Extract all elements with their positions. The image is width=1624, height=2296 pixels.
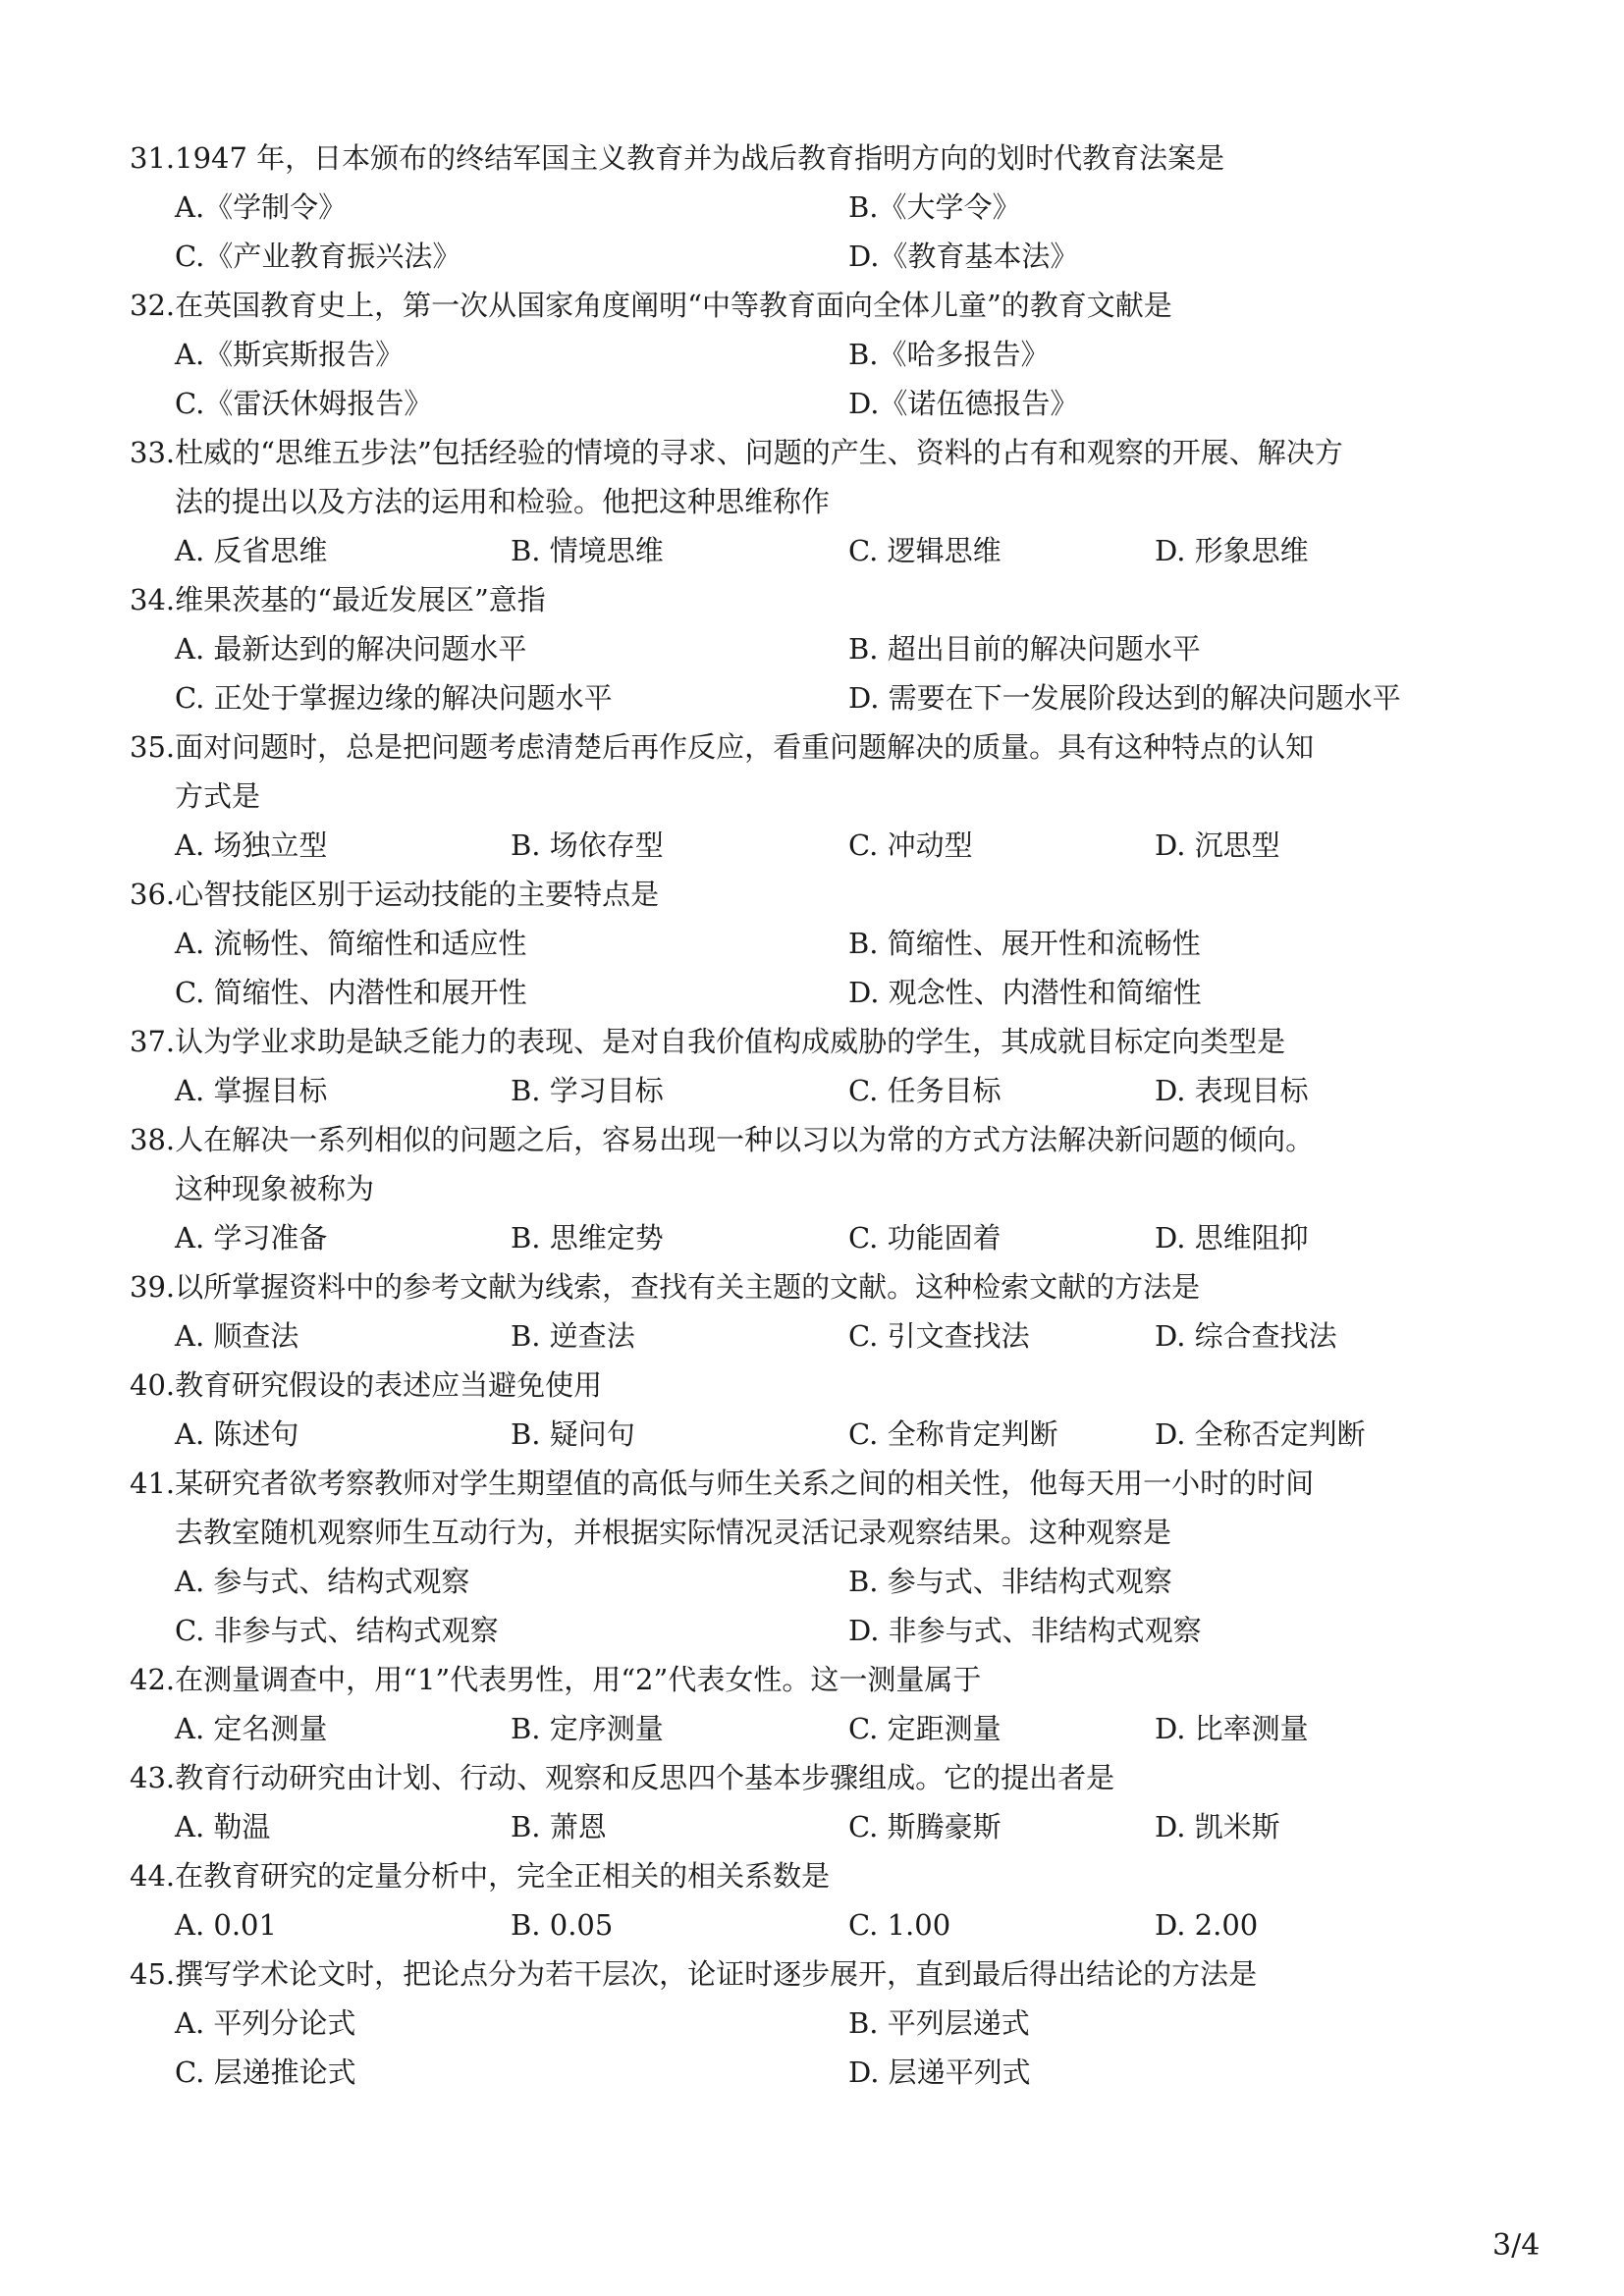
- question-35: [130, 722, 1494, 870]
- option-d: D. 综合查找法: [1155, 1319, 1337, 1353]
- option-row: [130, 330, 1494, 379]
- question-stem: 34.维果茨基的“最近发展区”意指: [130, 583, 546, 616]
- question-stem-continued: 法的提出以及方法的运用和检验。他把这种思维称作: [175, 485, 831, 518]
- question-stem: 43.教育行动研究由计划、行动、观察和反思四个基本步骤组成。它的提出者是: [130, 1761, 1115, 1794]
- option-row: [130, 1900, 1494, 1949]
- option-d: D. 形象思维: [1155, 534, 1309, 567]
- question-33: [130, 428, 1494, 575]
- option-a: A. 参与式、结构式观察: [175, 1565, 470, 1598]
- option-b: B. 思维定势: [511, 1221, 664, 1255]
- option-b: B. 简缩性、展开性和流畅性: [848, 927, 1201, 960]
- option-a: A. 定名测量: [175, 1712, 328, 1745]
- option-d: D. 沉思型: [1155, 828, 1280, 862]
- option-b: B. 学习目标: [511, 1074, 664, 1107]
- option-d: D. 全称否定判断: [1155, 1417, 1366, 1451]
- question-stem: 36.心智技能区别于运动技能的主要特点是: [130, 878, 660, 911]
- option-c: C. 逻辑思维: [848, 534, 1001, 567]
- option-a: A. 最新达到的解决问题水平: [175, 632, 527, 666]
- option-row: [130, 379, 1494, 428]
- option-d: D. 表现目标: [1155, 1074, 1309, 1107]
- question-stem: 40.教育研究假设的表述应当避免使用: [130, 1368, 603, 1402]
- page-number: 3/4: [1492, 2228, 1541, 2263]
- question-43: [130, 1753, 1494, 1851]
- option-a: A. 场独立型: [175, 828, 328, 862]
- question-31: [130, 133, 1494, 281]
- option-d: D. 凯米斯: [1155, 1810, 1280, 1843]
- question-stem: 32.在英国教育史上，第一次从国家角度阐明“中等教育面向全体儿童”的教育文献是: [130, 289, 1172, 322]
- option-c: C.《雷沃休姆报告》: [175, 387, 433, 420]
- option-row: [130, 919, 1494, 968]
- option-row: [130, 526, 1494, 575]
- option-c: C. 层递推论式: [175, 2056, 356, 2089]
- question-stem: 41.某研究者欲考察教师对学生期望值的高低与师生关系之间的相关性，他每天用一小时的时间: [130, 1467, 1315, 1500]
- option-row: [130, 1802, 1494, 1851]
- option-row: [130, 624, 1494, 673]
- option-a: A. 反省思维: [175, 534, 328, 567]
- option-d: D. 需要在下一发展阶段达到的解决问题水平: [848, 681, 1401, 715]
- option-row: [130, 1311, 1494, 1361]
- option-b: B. 疑问句: [511, 1417, 635, 1451]
- option-b: B. 定序测量: [511, 1712, 664, 1745]
- option-c: C. 1.00: [848, 1908, 951, 1942]
- question-stem: 39.以所掌握资料中的参考文献为线索，查找有关主题的文献。这种检索文献的方法是: [130, 1270, 1201, 1304]
- option-c: C. 功能固着: [848, 1221, 1001, 1255]
- question-stem: 42.在测量调查中，用“1”代表男性，用“2”代表女性。这一测量属于: [130, 1663, 982, 1696]
- question-44: [130, 1851, 1494, 1949]
- question-36: [130, 870, 1494, 1017]
- option-b: B. 萧恩: [511, 1810, 607, 1843]
- option-row: [130, 968, 1494, 1017]
- option-a: A.《学制令》: [175, 190, 348, 224]
- option-row: [130, 183, 1494, 232]
- option-row: [130, 232, 1494, 281]
- option-b: B. 参与式、非结构式观察: [848, 1565, 1172, 1598]
- question-stem: 45.撰写学术论文时，把论点分为若干层次，论证时逐步展开，直到最后得出结论的方法是: [130, 1957, 1258, 1991]
- option-row: [130, 1066, 1494, 1115]
- option-a: A. 陈述句: [175, 1417, 299, 1451]
- option-row: [130, 673, 1494, 722]
- option-row: [130, 1557, 1494, 1606]
- question-40: [130, 1361, 1494, 1459]
- option-b: B. 场依存型: [511, 828, 664, 862]
- option-b: B. 0.05: [511, 1908, 614, 1942]
- option-c: C. 冲动型: [848, 828, 973, 862]
- option-row: [130, 821, 1494, 870]
- option-a: A. 勒温: [175, 1810, 271, 1843]
- option-c: C. 正处于掌握边缘的解决问题水平: [175, 681, 613, 715]
- option-b: B.《哈多报告》: [848, 338, 1050, 371]
- question-34: [130, 575, 1494, 722]
- option-a: A. 顺查法: [175, 1319, 299, 1353]
- option-d: D. 非参与式、非结构式观察: [848, 1614, 1202, 1647]
- option-c: C. 任务目标: [848, 1074, 1001, 1107]
- question-45: [130, 1949, 1494, 2097]
- option-row: [130, 1606, 1494, 1655]
- option-a: A. 学习准备: [175, 1221, 328, 1255]
- option-d: D. 思维阻抑: [1155, 1221, 1309, 1255]
- question-stem: 44.在教育研究的定量分析中，完全正相关的相关系数是: [130, 1859, 831, 1893]
- option-b: B. 情境思维: [511, 534, 664, 567]
- option-c: C. 全称肯定判断: [848, 1417, 1058, 1451]
- option-a: A. 平列分论式: [175, 2006, 356, 2040]
- option-b: B. 超出目前的解决问题水平: [848, 632, 1201, 666]
- question-37: [130, 1017, 1494, 1115]
- option-row: [130, 1704, 1494, 1753]
- option-c: C. 斯腾豪斯: [848, 1810, 1001, 1843]
- option-d: D.《诺伍德报告》: [848, 387, 1079, 420]
- question-stem-continued: 去教室随机观察师生互动行为，并根据实际情况灵活记录观察结果。这种观察是: [175, 1516, 1172, 1549]
- option-d: D. 层递平列式: [848, 2056, 1031, 2089]
- option-b: B. 平列层递式: [848, 2006, 1030, 2040]
- option-d: D. 比率测量: [1155, 1712, 1309, 1745]
- option-d: D. 观念性、内潜性和简缩性: [848, 976, 1202, 1009]
- option-d: D.《教育基本法》: [848, 240, 1079, 273]
- option-c: C. 简缩性、内潜性和展开性: [175, 976, 527, 1009]
- option-a: A.《斯宾斯报告》: [175, 338, 405, 371]
- option-c: C. 引文查找法: [848, 1319, 1030, 1353]
- question-42: [130, 1655, 1494, 1753]
- question-38: [130, 1115, 1494, 1262]
- question-stem: 37.认为学业求助是缺乏能力的表现、是对自我价值构成威胁的学生，其成就目标定向类型是: [130, 1025, 1286, 1058]
- option-row: [130, 1999, 1494, 2048]
- option-row: [130, 1213, 1494, 1262]
- question-39: [130, 1262, 1494, 1361]
- option-row: [130, 1410, 1494, 1459]
- question-stem: 35.面对问题时，总是把问题考虑清楚后再作反应，看重问题解决的质量。具有这种特点的认知: [130, 730, 1315, 764]
- option-a: A. 流畅性、简缩性和适应性: [175, 927, 527, 960]
- option-c: C.《产业教育振兴法》: [175, 240, 461, 273]
- option-c: C. 非参与式、结构式观察: [175, 1614, 499, 1647]
- question-stem-continued: 这种现象被称为: [175, 1172, 375, 1205]
- option-b: B.《大学令》: [848, 190, 1021, 224]
- question-32: [130, 281, 1494, 428]
- question-stem: 38.人在解决一系列相似的问题之后，容易出现一种以习以为常的方式方法解决新问题的倾向。: [130, 1123, 1315, 1156]
- option-c: C. 定距测量: [848, 1712, 1001, 1745]
- question-41: [130, 1459, 1494, 1655]
- question-stem: 33.杜威的“思维五步法”包括经验的情境的寻求、问题的产生、资料的占有和观察的开展、解决方: [130, 436, 1343, 469]
- option-b: B. 逆查法: [511, 1319, 635, 1353]
- question-stem-continued: 方式是: [175, 779, 261, 813]
- option-a: A. 0.01: [175, 1908, 277, 1942]
- option-row: [130, 2048, 1494, 2097]
- question-stem: 31.1947 年，日本颁布的终结军国主义教育并为战后教育指明方向的划时代教育法案是: [130, 141, 1225, 175]
- option-d: D. 2.00: [1155, 1908, 1259, 1942]
- option-a: A. 掌握目标: [175, 1074, 328, 1107]
